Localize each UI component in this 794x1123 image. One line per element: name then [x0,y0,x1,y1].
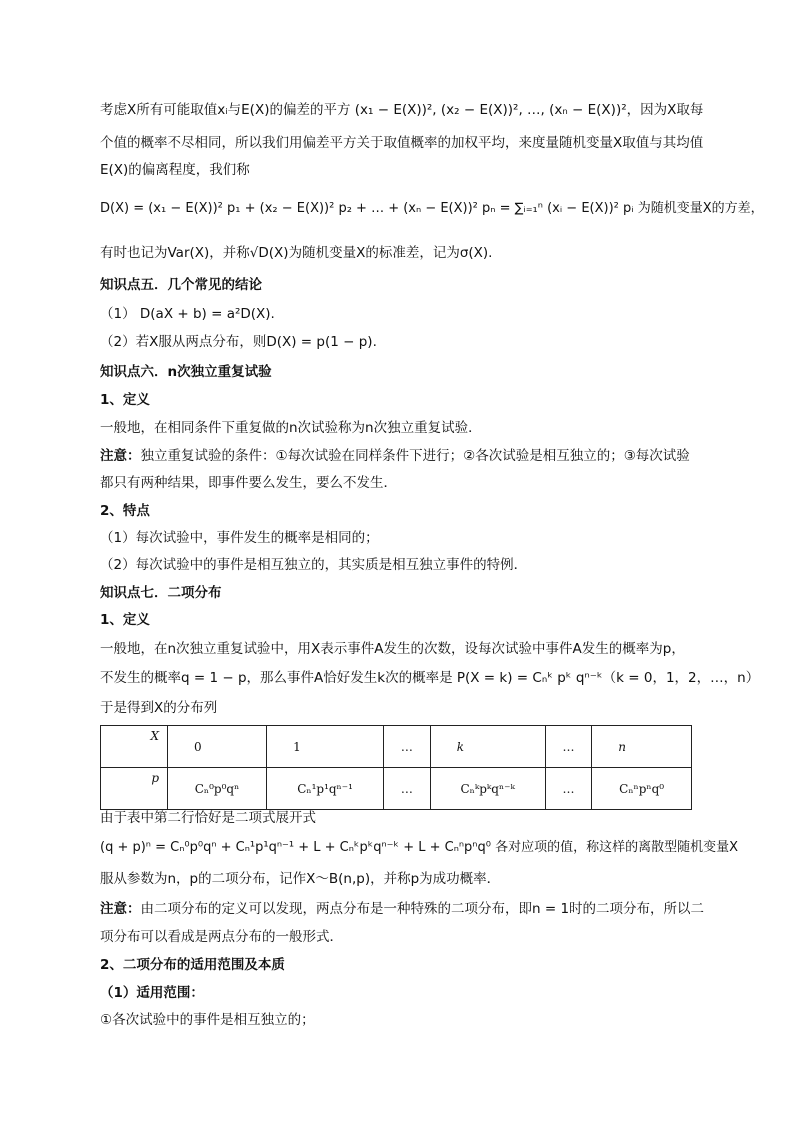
section6-feat2: （2）每次试验中的事件是相互独立的，其实质是相互独立事件的特例． [100,557,528,573]
table-row [101,726,692,768]
section6-def-text: 一般地，在相同条件下重复做的n次试验称为n次独立重复试验． [100,420,482,436]
section7-note-line2: 项分布可以看成是两点分布的一般形式． [100,929,343,945]
table-cell: n [592,726,692,768]
paragraph-variance-intro-3: E(X)的偏离程度，我们称 [100,162,250,178]
table-cell: … [384,768,431,810]
section5-item2: （2）若X服从两点分布，则D(X) = p(1 − p). [100,334,377,350]
section7-scope-item1: ①各次试验中的事件是相互独立的； [100,1012,315,1028]
table-row [101,768,692,810]
table-cell: Cₙᵏpᵏqⁿ⁻ᵏ [430,768,545,810]
section7-def-line3: 于是得到X的分布列 [100,700,218,716]
table-cell: … [545,768,592,810]
paragraph-variance-intro-2: 个值的概率不尽相同，所以我们用偏差平方关于取值概率的加权平均，来度量随机变量X取值与其均值 [100,135,704,151]
table-cell: Cₙⁿpⁿq⁰ [592,768,692,810]
section6-title: 知识点六．n次独立重复试验 [100,364,272,380]
table-cell: 1 [267,726,384,768]
note-text: 独立重复试验的条件：①每次试验在同样条件下进行；②各次试验是相互独立的；③每次试验 [140,448,690,464]
binomial-distribution-table [100,725,692,810]
section7-note-line1 [100,899,704,919]
table-header-p: p [101,768,168,810]
table-cell: k [430,726,545,768]
table-cell: … [384,726,431,768]
note-label: 注意： [100,901,141,917]
table-cell: Cₙ⁰p⁰qⁿ [168,768,267,810]
section6-feat-title: 2、特点 [100,503,150,519]
table-cell: Cₙ¹p¹qⁿ⁻¹ [267,768,384,810]
section7-title: 知识点七．二项分布 [100,585,222,601]
section7-def-line1: 一般地，在n次独立重复试验中，用X表示事件A发生的次数，设每次试验中事件A发生的概率为p， [100,641,685,657]
table-header-x: X [101,726,168,768]
section6-feat1: （1）每次试验中，事件发生的概率是相同的； [100,530,379,546]
section7-after-line1: 由于表中第二行恰好是二项式展开式 [100,810,316,826]
section7-def-title: 1、定义 [100,612,150,628]
section6-note-line2: 都只有两种结果，即事件要么发生，要么不发生． [100,475,397,491]
section7-after-line3: 服从参数为n，p的二项分布，记作X～B(n,p)，并称p为成功概率． [100,871,501,887]
note-label: 注意： [100,448,141,464]
section6-def-title: 1、定义 [100,392,150,408]
note-text: 由二项分布的定义可以发现，两点分布是一种特殊的二项分布，即n = 1时的二项分布，所以二 [140,901,705,917]
section5-title: 知识点五．几个常见的结论 [100,277,262,293]
table-cell: 0 [168,726,267,768]
section7-scope-sub: （1）适用范围： [100,985,204,1001]
binomial-expansion: (q + p)ⁿ = Cₙ⁰p⁰qⁿ + Cₙ¹p¹qⁿ⁻¹ + L + Cₙᵏpᵏqⁿ⁻ᵏ + L + Cₙⁿpⁿq⁰ 各对应项的值，称这样的离散型随机变量X [100,840,738,855]
section5-item1: （1） D(aX + b) = a²D(X). [100,306,275,322]
section7-scope-title: 2、二项分布的适用范围及本质 [100,957,285,973]
paragraph-variance-intro-1: 考虑X所有可能取值xᵢ与E(X)的偏差的平方 (x₁ − E(X))², (x₂ − E(X))², …, (xₙ − E(X))²，因为X取每 [100,102,704,118]
table-cell: … [545,726,592,768]
section7-def-line2: 不发生的概率q = 1 − p，那么事件A恰好发生k次的概率是 P(X = k) = Cₙᵏ pᵏ qⁿ⁻ᵏ（k = 0，1，2，…，n） [100,670,760,686]
section6-note-line1 [100,446,690,466]
paragraph-std-dev: 有时也记为Var(X)，并称√D(X)为随机变量X的标准差，记为σ(X). [100,245,493,261]
variance-formula: D(X) = (x₁ − E(X))² p₁ + (x₂ − E(X))² p₂ + … + (xₙ − E(X))² pₙ = ∑ᵢ₌₁ⁿ (xᵢ − E(X))² pᵢ 为随机变量X的方差， [100,201,764,216]
